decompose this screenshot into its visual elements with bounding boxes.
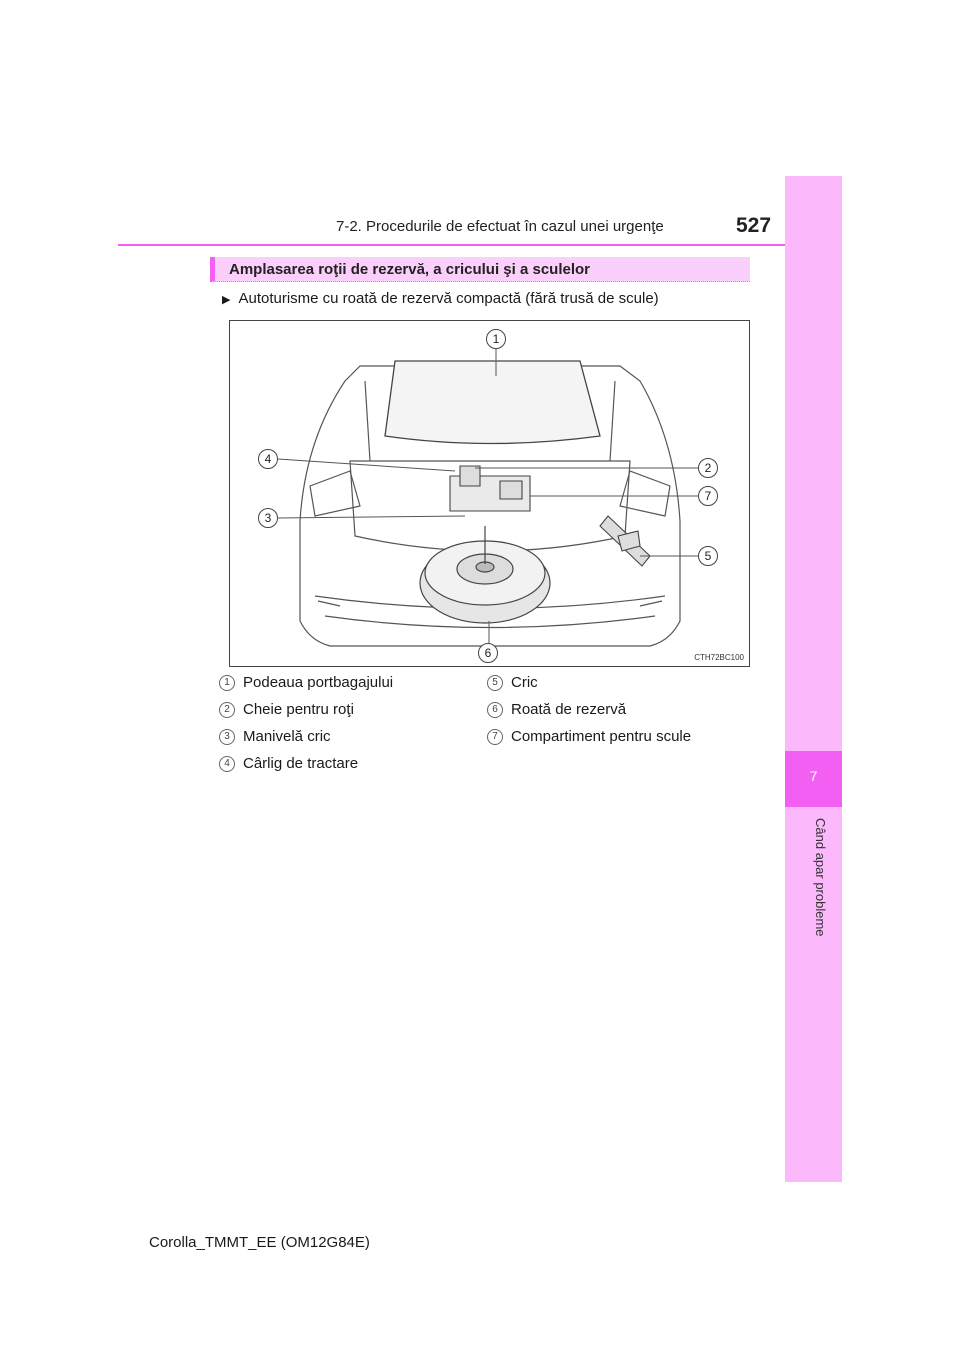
legend-label: Podeaua portbagajului	[243, 674, 394, 691]
legend-number: 6	[487, 702, 503, 718]
page-number: 527	[736, 214, 772, 237]
callout-1: 1	[486, 329, 506, 349]
legend-number: 3	[219, 729, 235, 745]
footer-doc-id: Corolla_TMMT_EE (OM12G84E)	[149, 1234, 370, 1251]
legend-label: Compartiment pentru scule	[511, 728, 692, 745]
legend-item	[487, 674, 538, 691]
subtitle	[222, 290, 659, 307]
legend-number: 2	[219, 702, 235, 718]
legend-label: Cric	[511, 674, 538, 691]
legend-number: 1	[219, 675, 235, 691]
trunk-illustration	[229, 320, 750, 667]
callout-2: 2	[698, 458, 718, 478]
legend-label: Cheie pentru roţi	[243, 701, 354, 718]
subtitle-text: Autoturisme cu roată de rezervă compactă (fără trusă de scule)	[238, 290, 659, 307]
callout-4: 4	[258, 449, 278, 469]
legend-number: 5	[487, 675, 503, 691]
chapter-number: 7	[809, 768, 818, 784]
legend-label: Roată de rezervă	[511, 701, 627, 718]
legend-label: Manivelă cric	[243, 728, 331, 745]
triangle-bullet-icon: ▶	[222, 294, 231, 306]
legend-item	[487, 701, 626, 718]
legend-item	[219, 701, 354, 718]
callout-5: 5	[698, 546, 718, 566]
callout-6: 6	[478, 643, 498, 663]
callout-3: 3	[258, 508, 278, 528]
chapter-title: Când apar probleme	[813, 818, 828, 937]
legend-number: 7	[487, 729, 503, 745]
figure-code: CTH72BC100	[694, 653, 744, 662]
trunk-drawing	[230, 321, 751, 668]
callout-7: 7	[698, 486, 718, 506]
section-title: 7-2. Procedurile de efectuat în cazul unei urgenţe	[336, 218, 664, 235]
chapter-side-tab	[785, 176, 842, 1182]
legend-item	[219, 728, 331, 745]
legend-number: 4	[219, 756, 235, 772]
legend-label: Cârlig de tractare	[243, 755, 359, 772]
legend-item	[487, 728, 691, 745]
header-divider	[118, 244, 785, 246]
legend-item	[219, 674, 393, 691]
legend-item	[219, 755, 358, 772]
section-heading-bar	[210, 257, 750, 282]
section-heading: Amplasarea roţii de rezervă, a cricului şi a sculelor	[229, 261, 591, 278]
